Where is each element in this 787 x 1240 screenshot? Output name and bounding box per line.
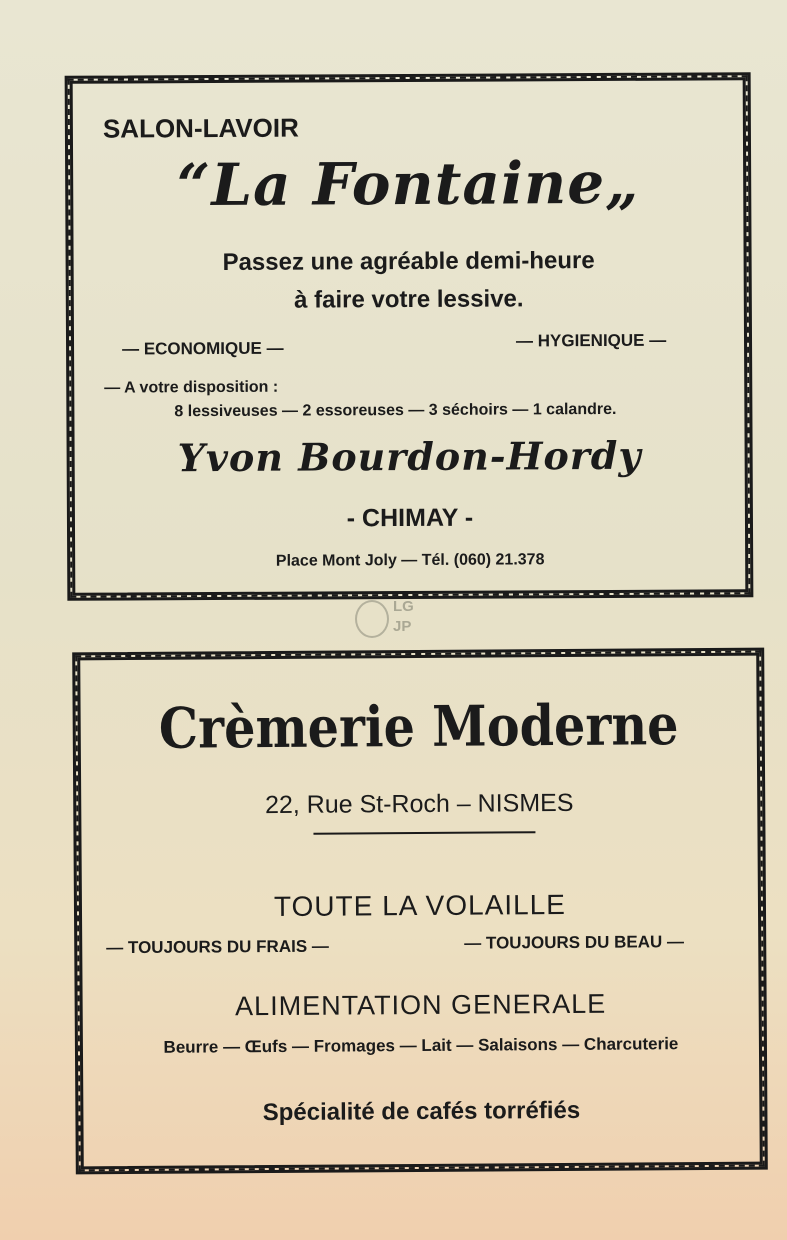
logo-text-2: JP xyxy=(393,618,412,635)
ad-cremerie-moderne xyxy=(72,648,768,1175)
ad1-business-name: “La Fontaine„ xyxy=(176,148,640,220)
ad1-town: - CHIMAY - xyxy=(346,503,474,533)
ad1-equipment: 8 lessiveuses — 2 essoreuses — 3 séchoirs — 1 calandre. xyxy=(174,400,617,421)
ad1-disposition-label: — A votre disposition : xyxy=(104,378,279,397)
ad2-products-line: Beurre — Œufs — Fromages — Lait — Salaisons — Charcuterie xyxy=(163,1034,679,1057)
ad1-tagline-2: à faire votre lessive. xyxy=(293,285,524,314)
ad2-speciality-line: Spécialité de cafés torréfiés xyxy=(262,1096,581,1127)
ad1-heading: SALON-LAVOIR xyxy=(102,112,299,144)
ad2-fresh-line: — TOUJOURS DU FRAIS — xyxy=(106,936,329,958)
ad2-divider xyxy=(313,831,535,835)
ad2-beau-line: — TOUJOURS DU BEAU — xyxy=(464,932,685,953)
ad1-owner-name: Yvon Bourdon-Hordy xyxy=(177,432,642,481)
ad1-tagline-1: Passez une agréable demi-heure xyxy=(222,247,595,276)
ad-salon-lavoir xyxy=(65,72,754,601)
ad2-poultry-line: TOUTE LA VOLAILLE xyxy=(273,888,567,923)
ad2-address: 22, Rue St-Roch – NISMES xyxy=(264,788,574,820)
ad2-general-line: ALIMENTATION GENERALE xyxy=(235,988,607,1022)
ad1-address: Place Mont Joly — Tél. (060) 21.378 xyxy=(275,551,545,570)
ad1-feature-economique: — ECONOMIQUE — xyxy=(122,338,284,359)
lgjp-watermark-logo xyxy=(355,596,431,642)
ad2-business-name: Crèmerie Moderne xyxy=(158,692,679,762)
logo-text-1: LG xyxy=(393,598,414,615)
ad1-feature-hygienique: — HYGIENIQUE — xyxy=(515,330,667,351)
portrait-icon xyxy=(355,600,389,638)
